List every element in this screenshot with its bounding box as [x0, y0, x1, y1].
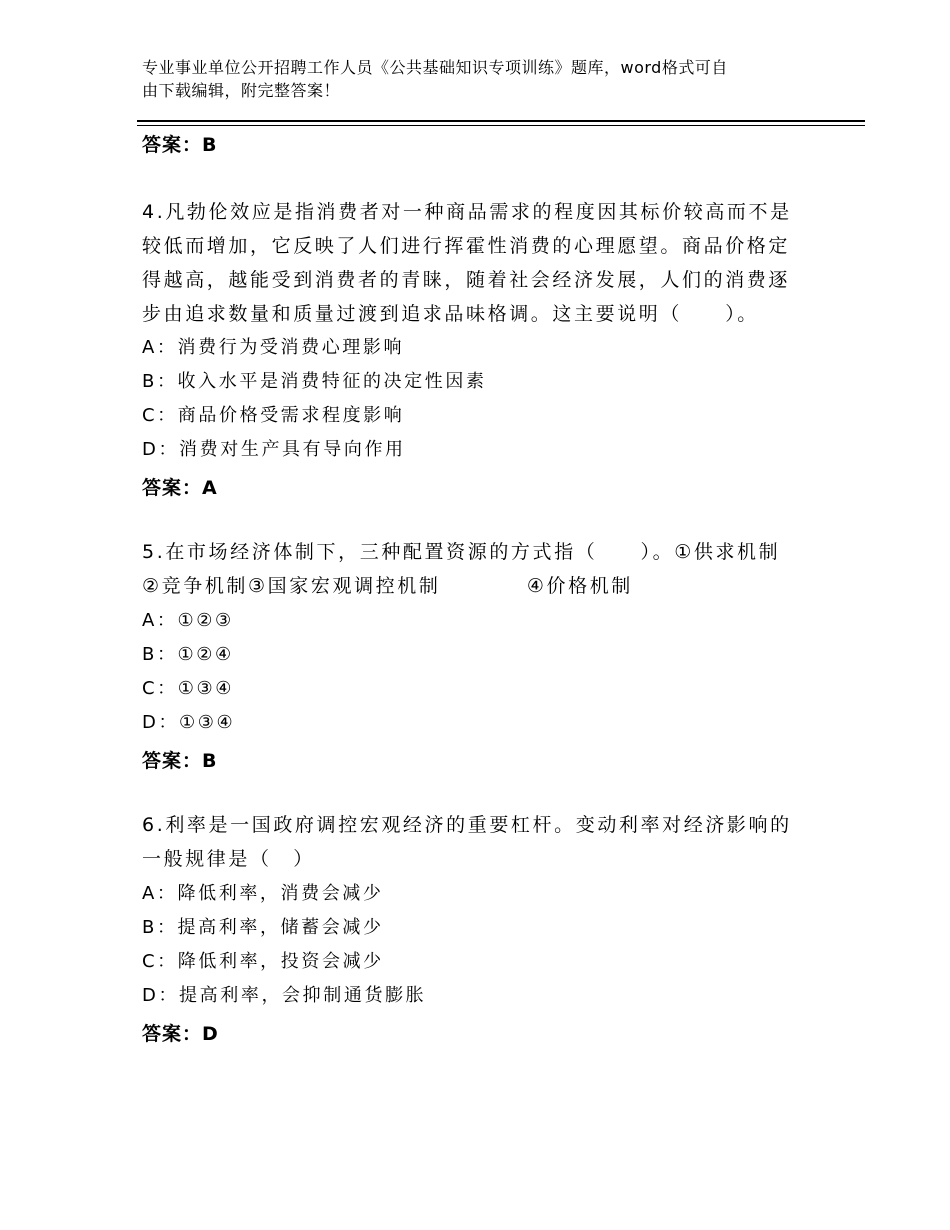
question-5 [142, 535, 802, 603]
question-5-option-a: A：①②③ [142, 610, 234, 631]
question-6-option-b: B：提高利率，储蓄会减少 [142, 917, 384, 938]
question-4 [142, 195, 802, 331]
question-4-line-3: 得越高，越能受到消费者的青睐，随着社会经济发展，人们的消费逐 [142, 269, 791, 291]
question-5-option-c: C：①③④ [142, 678, 234, 699]
question-6-option-d: D：提高利率，会抑制通货膨胀 [142, 985, 427, 1006]
question-4-line-2: 较低而增加，它反映了人们进行挥霍性消费的心理愿望。商品价格定 [142, 235, 791, 257]
question-6-option-c: C：降低利率，投资会减少 [142, 951, 384, 972]
header-divider-thick [137, 120, 865, 122]
question-4-option-d: D：消费对生产具有导向作用 [142, 439, 406, 460]
header-divider-thin [137, 125, 865, 126]
question-6-line-1: 6.利率是一国政府调控宏观经济的重要杠杆。变动利率对经济影响的 [142, 814, 792, 836]
answer-q3: 答案：B [142, 134, 218, 156]
answer-q5: 答案：B [142, 750, 218, 772]
question-4-option-a: A：消费行为受消费心理影响 [142, 337, 405, 358]
header-line-1: 专业事业单位公开招聘工作人员《公共基础知识专项训练》题库，word格式可自 [142, 58, 728, 77]
answer-q6: 答案：D [142, 1023, 219, 1045]
answer-q4: 答案：A [142, 477, 218, 499]
question-6-option-a: A：降低利率，消费会减少 [142, 883, 384, 904]
question-4-line-1: 4.凡勃伦效应是指消费者对一种商品需求的程度因其标价较高而不是 [142, 201, 792, 223]
question-4-line-4: 步由追求数量和质量过渡到追求品味格调。这主要说明（ ）。 [142, 303, 759, 325]
header-line-2: 由下载编辑，附完整答案！ [142, 81, 341, 100]
question-4-option-c: C：商品价格受需求程度影响 [142, 405, 405, 426]
question-5-line-1: 5.在市场经济体制下，三种配置资源的方式指（ ）。①供求机制 [142, 541, 781, 563]
question-5-line-2: ②竞争机制③国家宏观调控机制 ④价格机制 [142, 575, 633, 597]
question-6-line-2: 一般规律是（ ） [142, 848, 315, 870]
question-4-option-b: B：收入水平是消费特征的决定性因素 [142, 371, 487, 392]
question-5-option-b: B：①②④ [142, 644, 234, 665]
question-6 [142, 808, 802, 876]
document-header [142, 56, 802, 102]
question-5-option-d: D：①③④ [142, 712, 236, 733]
